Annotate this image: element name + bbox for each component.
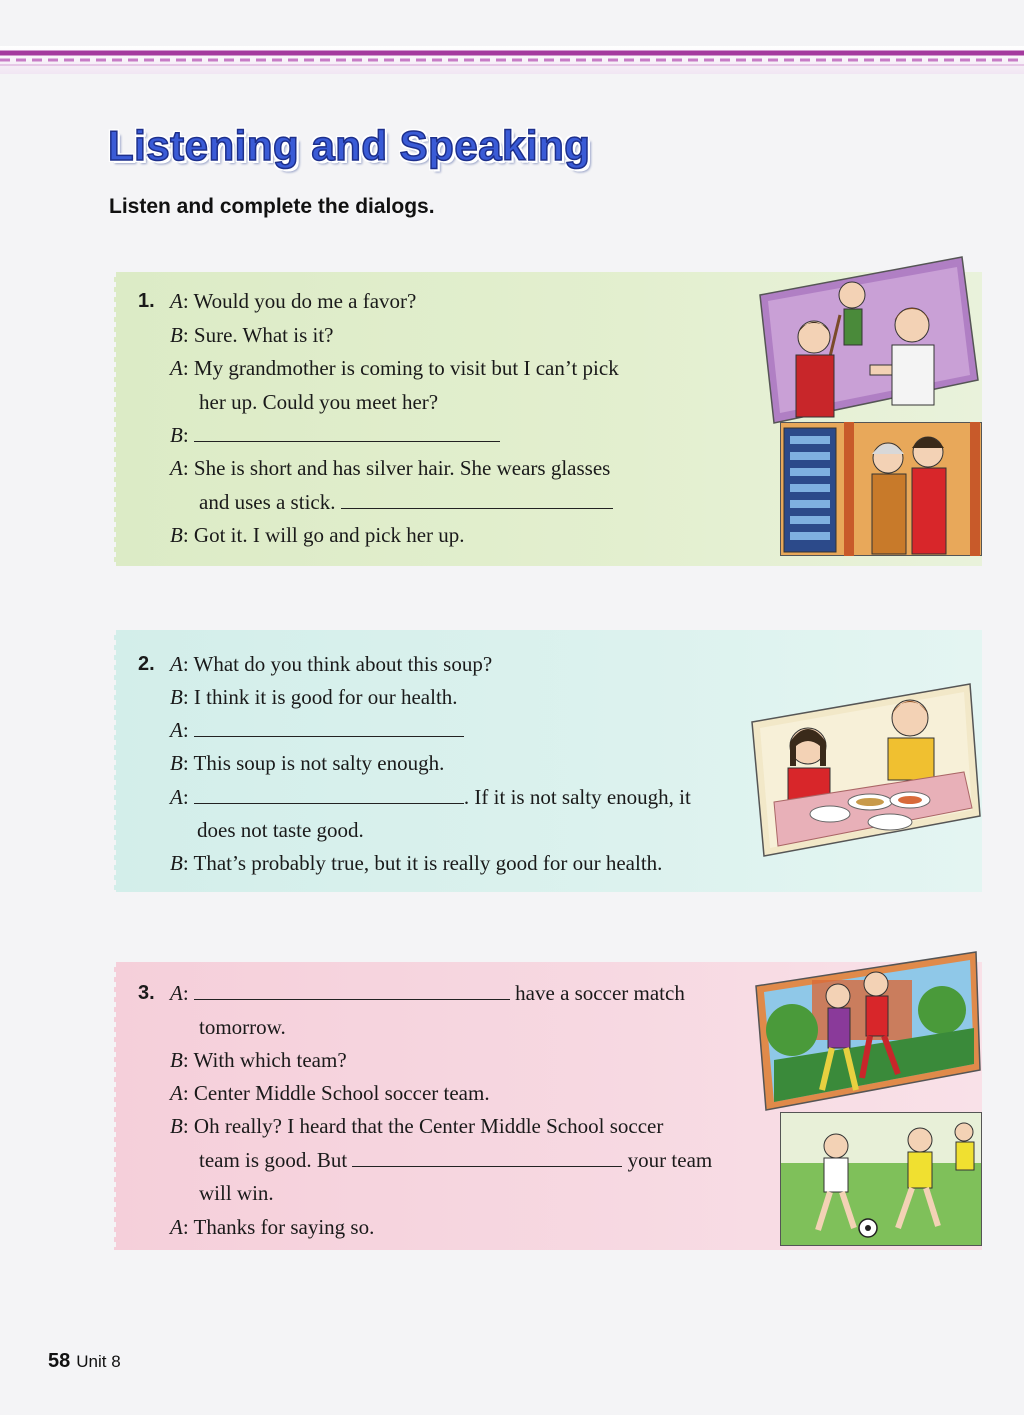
answer-blank[interactable]: [341, 490, 613, 509]
dialog-2-line-6: B: That’s probably true, but it is really good for our health.: [170, 851, 663, 875]
soccer-match-illustration: [780, 1112, 982, 1246]
section-title: Listening and Speaking: [108, 122, 591, 169]
dialog-2-line-3: A:: [170, 718, 464, 742]
dinner-table-illustration: [750, 682, 982, 858]
top-decorative-band: [0, 46, 1024, 74]
dialog-1-line-5b: and uses a stick.: [199, 490, 613, 514]
dialog-2-number: 2.: [138, 653, 155, 675]
unit-label: Unit 8: [76, 1352, 121, 1371]
dialog-3-line-4d: will win.: [199, 1181, 274, 1205]
answer-blank[interactable]: [194, 785, 464, 804]
answer-blank[interactable]: [352, 1148, 622, 1167]
dialog-3-line-1b: tomorrow.: [199, 1015, 286, 1039]
instruction-text: Listen and complete the dialogs.: [109, 195, 435, 218]
dialog-3-line-5: A: Thanks for saying so.: [170, 1215, 375, 1239]
dialog-3-number: 3.: [138, 982, 155, 1004]
answer-blank[interactable]: [194, 423, 500, 442]
dialog-1-line-3: A: My grandmother is coming to visit but I can’t pick: [170, 356, 619, 380]
students-walking-illustration: [752, 950, 982, 1114]
grandmother-visit-illustration: [752, 255, 980, 425]
answer-blank[interactable]: [194, 981, 510, 1000]
dialog-1-line-5: A: She is short and has silver hair. She wears glasses: [170, 456, 611, 480]
dialog-1-line-4: B:: [170, 423, 500, 447]
dialog-3-line-2: B: With which team?: [170, 1048, 347, 1072]
page-footer: [48, 1350, 121, 1373]
dialog-1-number: 1.: [138, 290, 155, 312]
dialog-2-line-1: A: What do you think about this soup?: [170, 652, 493, 676]
dialog-1-line-2: B: Sure. What is it?: [170, 323, 334, 347]
dialog-1-line-1: A: Would you do me a favor?: [170, 289, 417, 313]
dialog-3-line-1: A: have a soccer match: [170, 981, 685, 1005]
dialog-3-line-3: A: Center Middle School soccer team.: [170, 1081, 490, 1105]
dialog-2-line-5b: does not taste good.: [197, 818, 364, 842]
answer-blank[interactable]: [194, 718, 464, 737]
dialog-3-line-4: B: Oh really? I heard that the Center Middle School soccer: [170, 1114, 664, 1138]
station-meeting-illustration: [780, 422, 982, 556]
dialog-3-line-4b: team is good. But your team: [199, 1148, 713, 1172]
dialog-2-line-2: B: I think it is good for our health.: [170, 685, 458, 709]
page-number: 58: [48, 1350, 71, 1372]
dialog-1-line-6: B: Got it. I will go and pick her up.: [170, 523, 465, 547]
dialog-2-line-4: B: This soup is not salty enough.: [170, 751, 445, 775]
dialog-1-line-3b: her up. Could you meet her?: [199, 390, 439, 414]
dialog-2-line-5: A: . If it is not salty enough, it: [170, 785, 691, 809]
